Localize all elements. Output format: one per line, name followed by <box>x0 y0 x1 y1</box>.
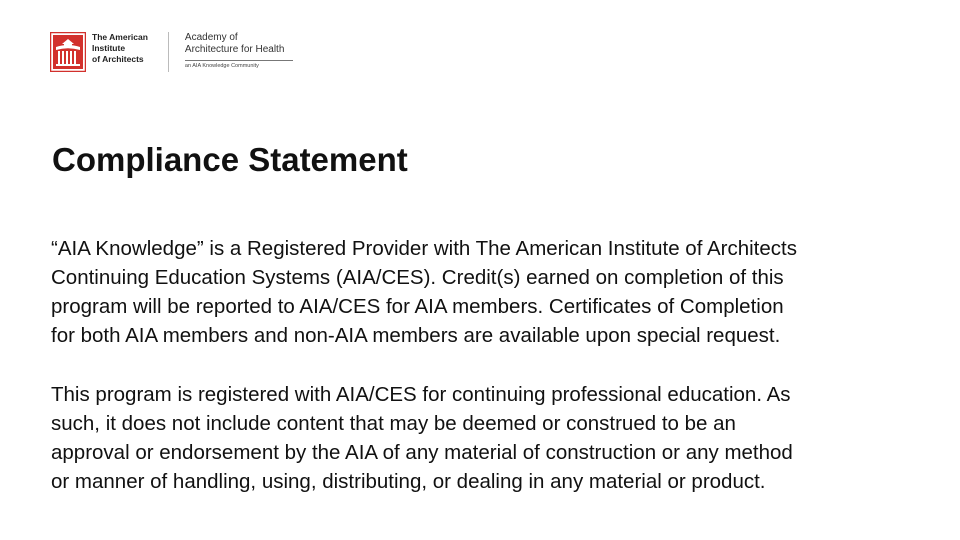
paragraph-1-line: for both AIA members and non-AIA members are available upon special request. <box>51 324 781 347</box>
aia-name-line-3: of Architects <box>92 54 144 64</box>
compliance-paragraph-1 <box>51 234 941 350</box>
academy-logo <box>185 32 293 70</box>
aia-name-line-2: Institute <box>92 43 126 53</box>
paragraph-1-line: Continuing Education Systems (AIA/CES). Credit(s) earned on completion of this <box>51 266 784 289</box>
paragraph-2-line: This program is registered with AIA/CES for continuing professional education. As <box>51 383 791 406</box>
paragraph-2-line: such, it does not include content that may be deemed or construed to be an <box>51 412 736 435</box>
aia-eagle-logo-icon <box>50 32 86 72</box>
academy-rule <box>185 60 293 61</box>
aia-logo <box>50 32 148 72</box>
aia-name-line-1: The American <box>92 32 148 42</box>
paragraph-2-line: or manner of handling, using, distributing, or dealing in any material or product. <box>51 470 766 493</box>
academy-name-line-2: Architecture for Health <box>184 44 285 55</box>
header-divider <box>168 32 169 72</box>
compliance-paragraph-2 <box>51 380 941 496</box>
header <box>50 32 293 76</box>
aia-wordmark <box>92 32 148 65</box>
academy-name-line-1: Academy of <box>184 32 238 43</box>
paragraph-1-line: program will be reported to AIA/CES for AIA members. Certificates of Completion <box>51 295 784 318</box>
paragraph-1-line: “AIA Knowledge” is a Registered Provider with The American Institute of Architects <box>51 237 797 260</box>
paragraph-2-line: approval or endorsement by the AIA of any material of construction or any method <box>51 441 793 464</box>
academy-tagline: an AIA Knowledge Community <box>184 63 259 69</box>
slide-title: Compliance Statement <box>52 141 408 178</box>
